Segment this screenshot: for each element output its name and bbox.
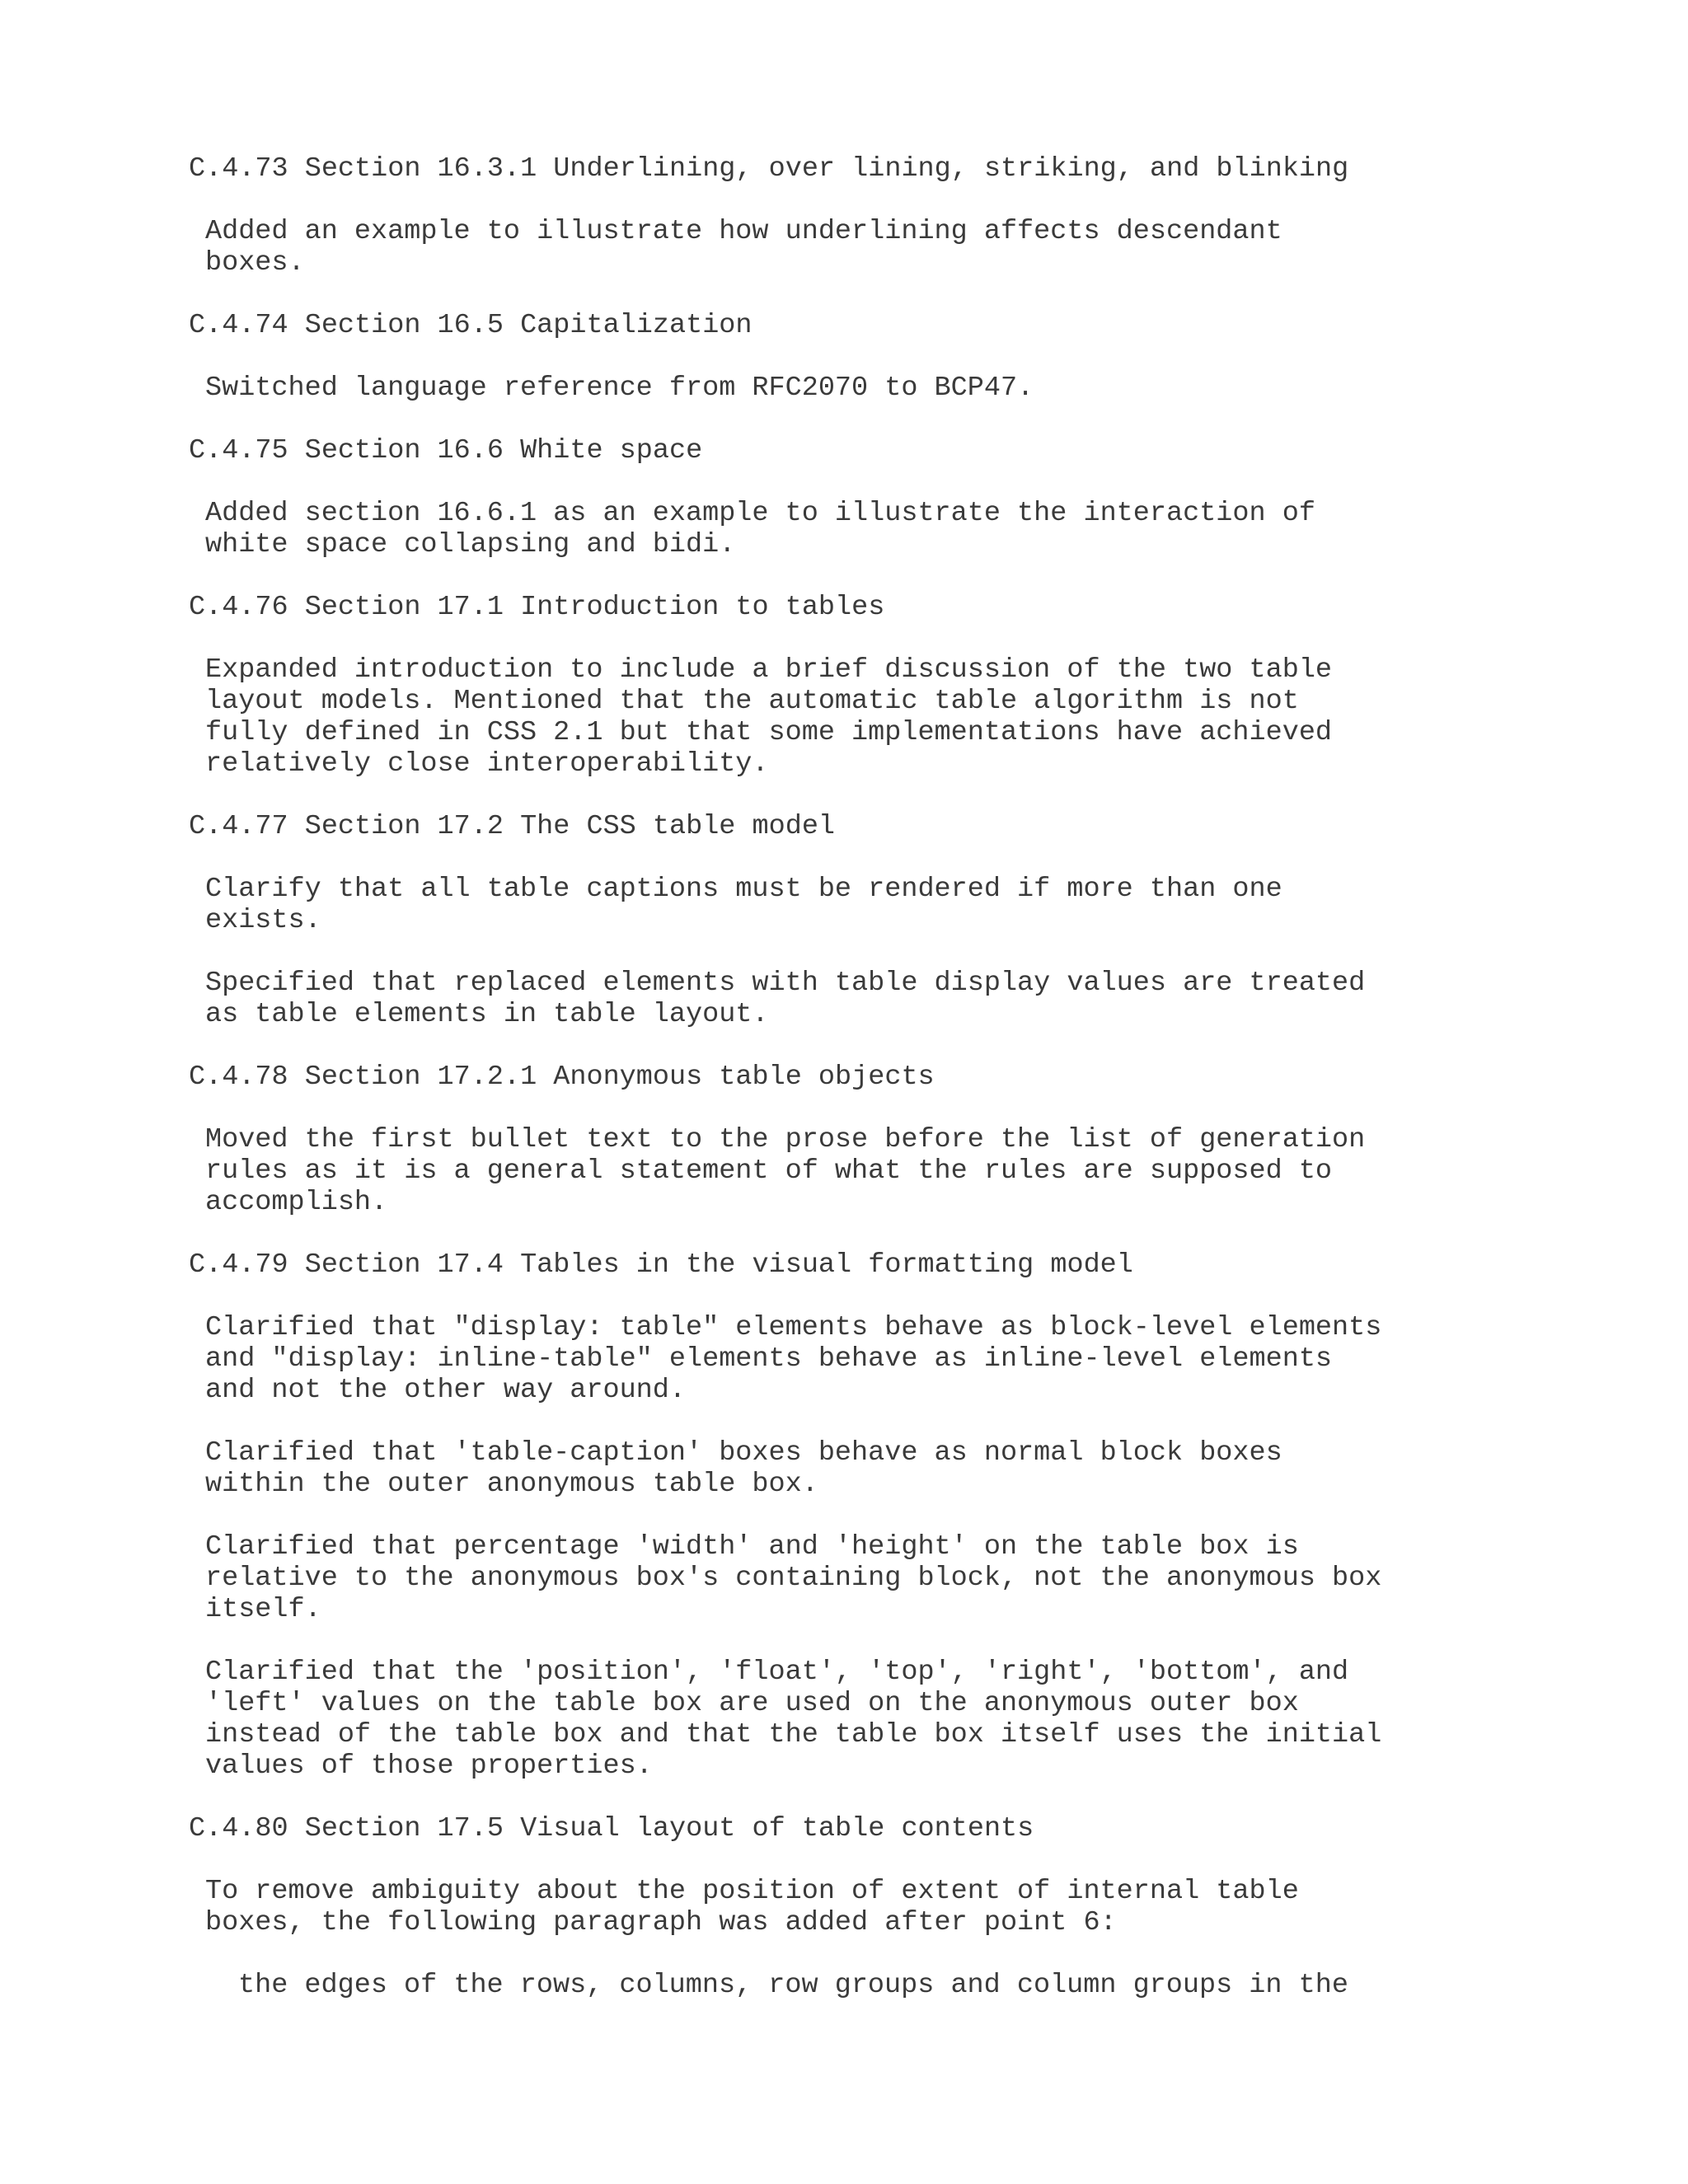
paragraph-line: boxes, the following paragraph was added after point 6: xyxy=(205,1907,1117,1938)
section-heading: C.4.74 Section 16.5 Capitalization xyxy=(189,310,753,341)
paragraph-line: relative to the anonymous box's containing block, not the anonymous box xyxy=(205,1563,1382,1594)
section-c-4-74 xyxy=(189,310,1606,435)
section-paragraph xyxy=(189,373,1606,404)
section-paragraph xyxy=(189,498,1606,560)
section-heading: C.4.76 Section 17.1 Introduction to tables xyxy=(189,592,885,623)
section-heading: C.4.75 Section 16.6 White space xyxy=(189,435,703,466)
section-paragraph xyxy=(189,968,1606,1030)
paragraph-line: exists. xyxy=(205,905,321,936)
quote-line: the edges of the rows, columns, row groups and column groups in the xyxy=(238,1970,1348,2001)
section-c-4-80 xyxy=(189,1813,1606,2001)
section-c-4-79 xyxy=(189,1249,1606,1813)
section-heading: C.4.77 Section 17.2 The CSS table model xyxy=(189,811,836,842)
section-heading: C.4.79 Section 17.4 Tables in the visual formatting model xyxy=(189,1249,1133,1281)
section-paragraph xyxy=(189,654,1606,780)
paragraph-line: Added an example to illustrate how underlining affects descendant xyxy=(205,216,1282,247)
paragraph-line: Clarified that "display: table" elements behave as block-level elements xyxy=(205,1312,1382,1343)
section-paragraph xyxy=(189,216,1606,279)
paragraph-line: layout models. Mentioned that the automatic table algorithm is not xyxy=(205,686,1299,717)
paragraph-line: Specified that replaced elements with table display values are treated xyxy=(205,968,1366,999)
section-paragraph xyxy=(189,874,1606,936)
paragraph-line: Clarified that percentage 'width' and 'height' on the table box is xyxy=(205,1531,1299,1563)
section-c-4-73 xyxy=(189,153,1606,310)
section-paragraph xyxy=(189,1124,1606,1218)
section-c-4-75 xyxy=(189,435,1606,592)
quoted-paragraph xyxy=(189,1970,1606,2001)
paragraph-line: and "display: inline-table" elements behave as inline-level elements xyxy=(205,1343,1333,1375)
paragraph-line: within the outer anonymous table box. xyxy=(205,1469,818,1500)
paragraph-line: itself. xyxy=(205,1594,321,1625)
paragraph-line: as table elements in table layout. xyxy=(205,999,769,1030)
paragraph-line: accomplish. xyxy=(205,1187,388,1218)
section-c-4-76 xyxy=(189,592,1606,811)
paragraph-line: Clarify that all table captions must be rendered if more than one xyxy=(205,874,1282,905)
paragraph-line: white space collapsing and bidi. xyxy=(205,529,736,560)
section-c-4-77 xyxy=(189,811,1606,1062)
document-page xyxy=(189,153,1606,2001)
paragraph-line: values of those properties. xyxy=(205,1750,653,1782)
paragraph-line: 'left' values on the table box are used on the anonymous outer box xyxy=(205,1688,1299,1719)
paragraph-line: instead of the table box and that the table box itself uses the initial xyxy=(205,1719,1382,1750)
paragraph-line: Moved the first bullet text to the prose before the list of generation xyxy=(205,1124,1366,1155)
paragraph-line: boxes. xyxy=(205,247,305,279)
paragraph-line: and not the other way around. xyxy=(205,1375,686,1406)
section-paragraph xyxy=(189,1437,1606,1500)
paragraph-line: fully defined in CSS 2.1 but that some implementations have achieved xyxy=(205,717,1333,748)
section-heading: C.4.73 Section 16.3.1 Underlining, over lining, striking, and blinking xyxy=(189,153,1349,185)
section-paragraph xyxy=(189,1876,1606,1938)
paragraph-line: Added section 16.6.1 as an example to illustrate the interaction of xyxy=(205,498,1315,529)
paragraph-line: Clarified that the 'position', 'float', 'top', 'right', 'bottom', and xyxy=(205,1657,1349,1688)
paragraph-line: To remove ambiguity about the position of extent of internal table xyxy=(205,1876,1299,1907)
paragraph-line: Expanded introduction to include a brief discussion of the two table xyxy=(205,654,1333,686)
section-paragraph xyxy=(189,1312,1606,1406)
section-paragraph xyxy=(189,1657,1606,1782)
section-paragraph xyxy=(189,1531,1606,1625)
paragraph-line: Clarified that 'table-caption' boxes behave as normal block boxes xyxy=(205,1437,1282,1469)
section-c-4-78 xyxy=(189,1062,1606,1249)
paragraph-line: Switched language reference from RFC2070 to BCP47. xyxy=(205,373,1034,404)
section-heading: C.4.78 Section 17.2.1 Anonymous table objects xyxy=(189,1062,935,1093)
paragraph-line: rules as it is a general statement of what the rules are supposed to xyxy=(205,1155,1333,1187)
paragraph-line: relatively close interoperability. xyxy=(205,748,769,780)
section-heading: C.4.80 Section 17.5 Visual layout of table contents xyxy=(189,1813,1034,1844)
